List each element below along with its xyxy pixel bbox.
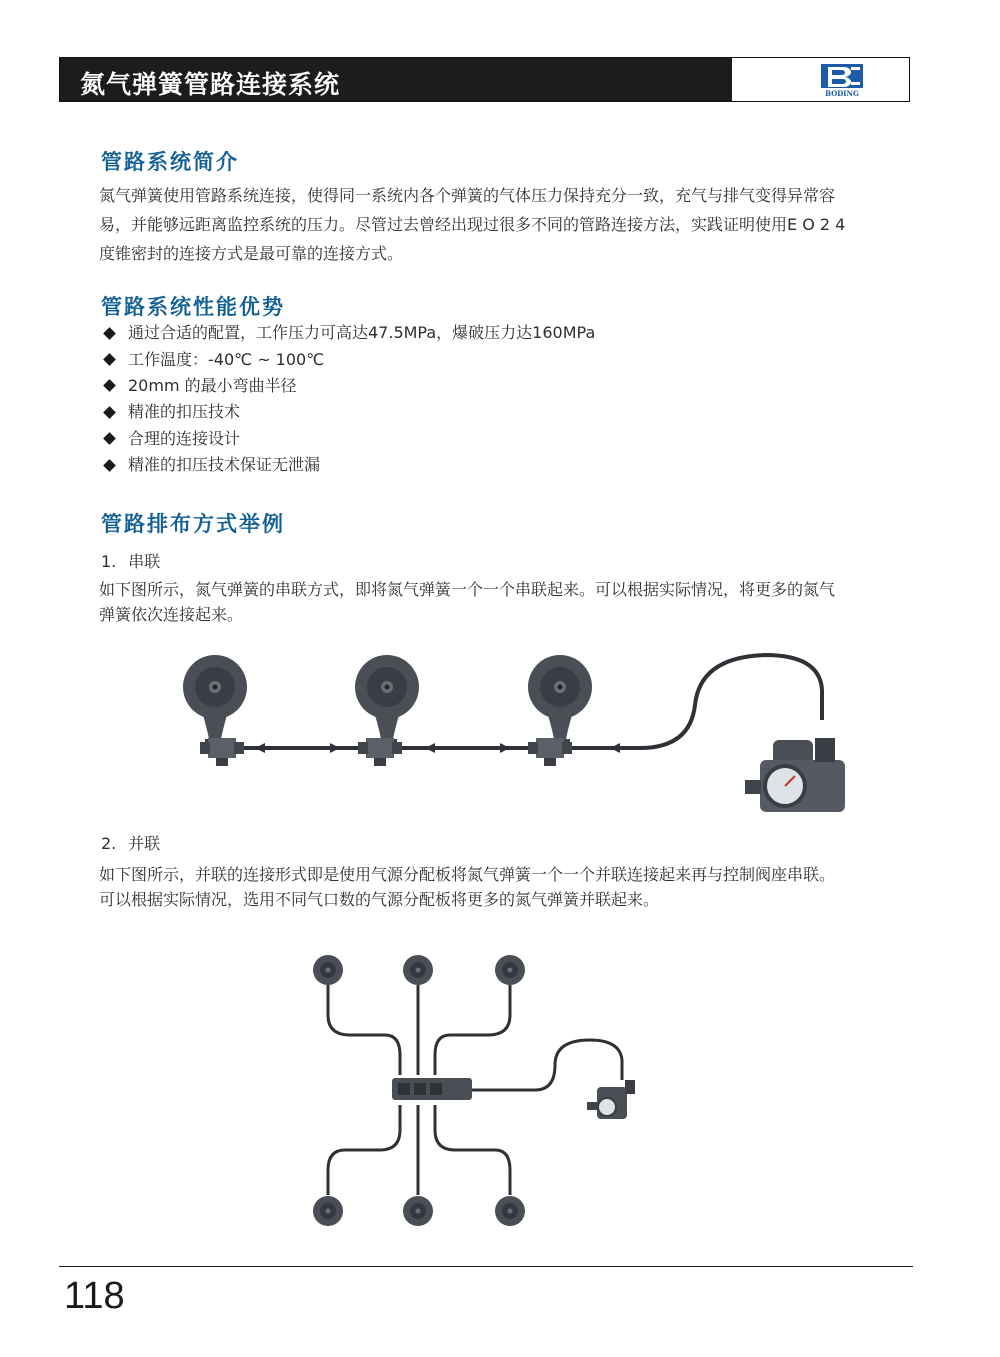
list-item: 工作温度：-40℃ ~ 100℃ [103, 346, 595, 372]
footer-divider [59, 1266, 913, 1267]
parallel-connection-diagram [300, 945, 650, 1235]
series-paragraph [99, 577, 919, 627]
header-title: 氮气弹簧管路连接系统 [80, 70, 341, 99]
svg-text:BODING: BODING [825, 89, 859, 98]
layout-title: 管路排布方式举例 [101, 512, 285, 536]
boding-logo-icon [818, 62, 866, 98]
page-header [59, 57, 910, 102]
intro-line: 易，并能够远距离监控系统的压力。尽管过去曾经出现过很多不同的管路连接方法，实践证明使用E O 2 4 [99, 215, 846, 234]
advantages-title: 管路系统性能优势 [101, 295, 285, 319]
list-item: 20mm 的最小弯曲半径 [103, 373, 595, 399]
intro-line: 度锥密封的连接方式是最可靠的连接方式。 [99, 244, 404, 263]
parallel-line: 如下图所示，并联的连接形式即是使用气源分配板将氮气弹簧一个一个并联连接起来再与控制阀座串联。 [99, 865, 836, 884]
diamond-bullet-icon [103, 327, 116, 340]
header-bar [60, 58, 732, 101]
list-item: 合理的连接设计 [103, 426, 595, 452]
intro-title: 管路系统简介 [101, 150, 239, 174]
diamond-bullet-icon [103, 380, 116, 393]
intro-line: 氮气弹簧使用管路系统连接，使得同一系统内各个弹簧的气体压力保持充分一致，充气与排气变得异常容 [99, 186, 836, 205]
parallel-heading: 2. 并联 [101, 834, 161, 853]
diamond-bullet-icon [103, 406, 116, 419]
parallel-line: 可以根据实际情况，选用不同气口数的气源分配板将更多的氮气弹簧并联起来。 [99, 890, 660, 909]
advantages-list [103, 320, 595, 478]
series-line: 如下图所示，氮气弹簧的串联方式，即将氮气弹簧一个一个串联起来。可以根据实际情况，将更多的氮气 [99, 580, 836, 599]
page-number: 118 [64, 1275, 125, 1317]
list-item: 通过合适的配置，工作压力可高达47.5MPa，爆破压力达160MPa [103, 320, 595, 346]
diamond-bullet-icon [103, 432, 116, 445]
series-heading: 1. 串联 [101, 552, 161, 571]
diamond-bullet-icon [103, 353, 116, 366]
intro-paragraph [99, 181, 919, 268]
parallel-paragraph [99, 862, 919, 912]
list-item: 精准的扣压技术 [103, 399, 595, 425]
series-line: 弹簧依次连接起来。 [99, 605, 244, 624]
list-item: 精准的扣压技术保证无泄漏 [103, 452, 595, 478]
diamond-bullet-icon [103, 459, 116, 472]
series-connection-diagram [170, 645, 870, 820]
